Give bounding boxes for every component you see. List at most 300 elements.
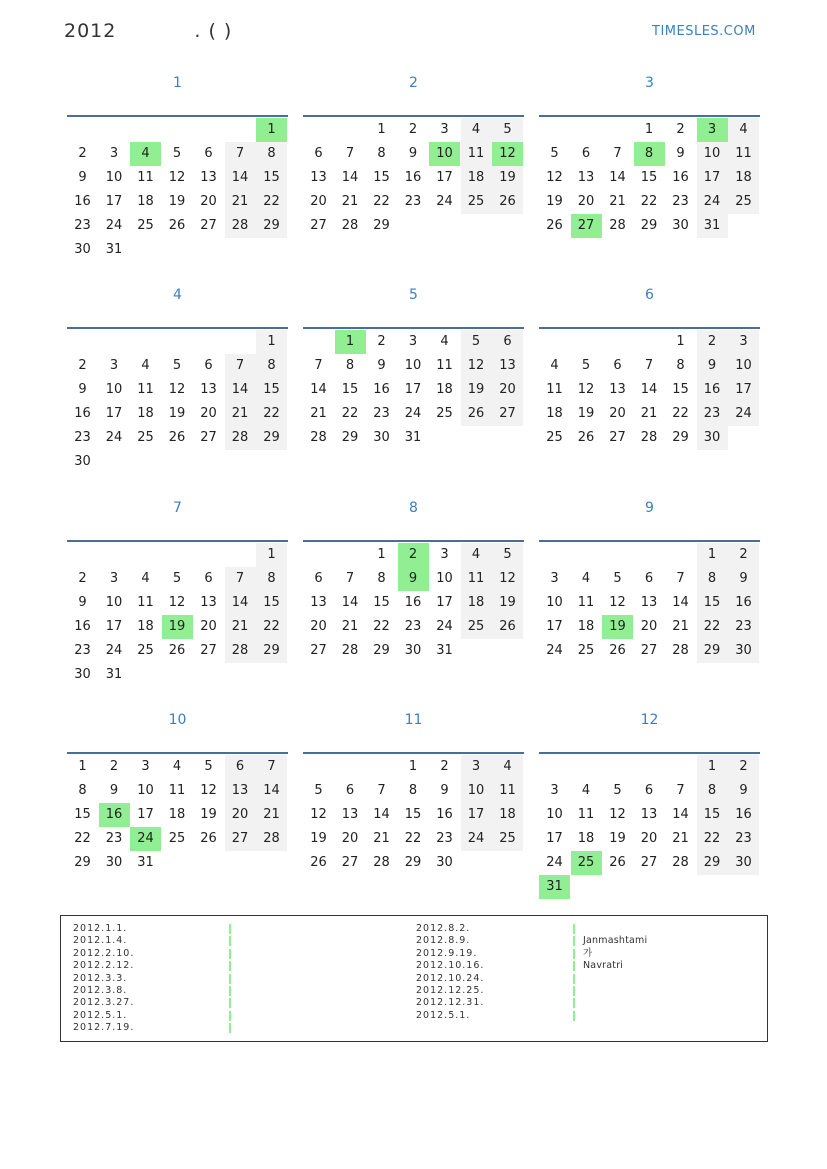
day-cell: 1 xyxy=(78,759,87,774)
holiday-date: 2012.5.1. xyxy=(416,1009,471,1021)
holiday-marker xyxy=(229,1023,231,1033)
day-cell: 3 xyxy=(440,122,449,137)
day-cell: 12 xyxy=(461,354,492,378)
day-cell: 27 xyxy=(492,402,523,426)
day-cell: 28 xyxy=(256,827,287,851)
day-cell: 4 xyxy=(550,358,559,373)
day-cell: 25 xyxy=(546,430,563,445)
day-cell: 22 xyxy=(341,406,359,421)
day-cell: 10 xyxy=(429,142,460,166)
day-cell: 2 xyxy=(728,755,759,779)
day-cell: 28 xyxy=(672,643,689,658)
day-cell: 31 xyxy=(697,214,728,238)
holiday-marker xyxy=(573,936,575,946)
day-cell: 14 xyxy=(310,382,327,397)
day-cell: 8 xyxy=(377,146,386,161)
day-cell: 20 xyxy=(225,803,256,827)
day-cell: 11 xyxy=(436,358,453,373)
day-cell: 4 xyxy=(461,118,492,142)
day-cell: 10 xyxy=(728,354,759,378)
day-cell: 11 xyxy=(168,783,186,798)
day-cell: 20 xyxy=(492,378,523,402)
day-cell: 24 xyxy=(436,619,453,634)
day-cell: 30 xyxy=(373,430,390,445)
day-cell: 18 xyxy=(436,382,453,397)
day-cell: 19 xyxy=(162,615,193,639)
day-cell: 25 xyxy=(461,190,492,214)
month-name: 11 xyxy=(404,712,423,728)
day-cell: 11 xyxy=(546,382,563,397)
holiday-marker xyxy=(229,998,231,1008)
day-cell: 30 xyxy=(74,667,91,682)
holiday-date: 2012.8.9. xyxy=(416,935,471,947)
day-cell: 27 xyxy=(640,643,658,658)
day-cell: 7 xyxy=(345,571,355,586)
day-cell: 15 xyxy=(373,595,390,610)
day-cell: 22 xyxy=(697,827,728,851)
day-cell: 24 xyxy=(105,643,123,658)
day-cell: 31 xyxy=(105,242,123,257)
day-cell: 12 xyxy=(310,807,327,822)
day-cell: 2 xyxy=(408,122,418,137)
day-cell: 1 xyxy=(408,759,418,774)
day-cell: 13 xyxy=(492,354,523,378)
brand-link[interactable]: TIMESLES.COM xyxy=(652,24,756,39)
day-cell: 3 xyxy=(141,759,150,774)
holiday-marker xyxy=(573,949,575,959)
day-cell: 16 xyxy=(404,595,422,610)
day-cell: 27 xyxy=(310,643,327,658)
day-cell: 16 xyxy=(728,803,759,827)
day-cell: 28 xyxy=(373,855,390,870)
day-cell: 13 xyxy=(200,170,217,185)
day-cell: 22 xyxy=(256,615,287,639)
day-cell: 26 xyxy=(492,615,523,639)
day-cell: 19 xyxy=(602,615,633,639)
month-divider xyxy=(67,115,288,117)
day-cell: 15 xyxy=(404,807,422,822)
day-cell: 4 xyxy=(492,755,523,779)
day-cell: 17 xyxy=(105,619,123,634)
day-cell: 25 xyxy=(137,430,154,445)
day-cell: 31 xyxy=(105,667,123,682)
day-cell: 23 xyxy=(728,615,759,639)
day-cell: 25 xyxy=(492,827,523,851)
day-cell: 12 xyxy=(168,382,186,397)
day-cell: 13 xyxy=(200,382,217,397)
day-cell: 8 xyxy=(256,567,287,591)
day-cell: 24 xyxy=(105,218,123,233)
day-cell: 11 xyxy=(461,567,492,591)
month-divider xyxy=(67,327,288,329)
day-cell: 8 xyxy=(697,779,728,803)
day-cell: 27 xyxy=(200,218,217,233)
day-cell: 14 xyxy=(672,595,689,610)
day-cell: 10 xyxy=(137,783,154,798)
day-cell: 8 xyxy=(697,567,728,591)
day-cell: 28 xyxy=(225,426,256,450)
day-cell: 23 xyxy=(728,827,759,851)
day-cell: 3 xyxy=(550,783,559,798)
day-cell: 19 xyxy=(310,831,327,846)
day-cell: 28 xyxy=(640,430,658,445)
day-cell: 20 xyxy=(200,194,217,209)
day-cell: 11 xyxy=(461,142,492,166)
day-cell: 24 xyxy=(105,430,123,445)
day-cell: 13 xyxy=(609,382,626,397)
holiday-date: 2012.1.1. xyxy=(73,923,128,934)
day-cell: 18 xyxy=(577,619,595,634)
day-cell: 21 xyxy=(225,190,256,214)
holiday-marker xyxy=(573,961,575,971)
day-cell: 17 xyxy=(105,194,123,209)
day-cell: 26 xyxy=(492,190,523,214)
subtitle-label: . ( ) xyxy=(194,20,233,42)
day-cell: 22 xyxy=(74,831,91,846)
day-cell: 21 xyxy=(225,402,256,426)
day-cell: 4 xyxy=(461,543,492,567)
day-cell: 20 xyxy=(341,831,359,846)
day-cell: 23 xyxy=(404,619,422,634)
day-cell: 12 xyxy=(200,783,217,798)
day-cell: 19 xyxy=(546,194,563,209)
day-cell: 16 xyxy=(74,194,91,209)
day-cell: 21 xyxy=(672,619,689,634)
day-cell: 8 xyxy=(676,358,685,373)
day-cell: 16 xyxy=(728,591,759,615)
day-cell: 25 xyxy=(577,643,595,658)
month-divider xyxy=(303,540,524,542)
day-cell: 8 xyxy=(256,142,287,166)
day-cell: 4 xyxy=(141,358,150,373)
day-cell: 25 xyxy=(728,190,759,214)
day-cell: 1 xyxy=(644,122,654,137)
day-cell: 22 xyxy=(697,615,728,639)
day-cell: 19 xyxy=(200,807,217,822)
day-cell: 22 xyxy=(373,619,390,634)
month-divider xyxy=(303,115,524,117)
holiday-marker xyxy=(573,998,575,1008)
day-cell: 17 xyxy=(436,170,453,185)
day-cell: 17 xyxy=(546,831,563,846)
day-cell: 12 xyxy=(577,382,595,397)
month-name: 9 xyxy=(645,500,654,516)
day-cell: 25 xyxy=(137,643,154,658)
day-cell: 3 xyxy=(461,755,492,779)
month-name: 2 xyxy=(409,75,418,91)
day-cell: 19 xyxy=(492,591,523,615)
day-cell: 9 xyxy=(78,170,87,185)
day-cell: 17 xyxy=(461,803,492,827)
day-cell: 14 xyxy=(225,591,256,615)
day-cell: 23 xyxy=(672,194,689,209)
day-cell: 28 xyxy=(609,218,626,233)
day-cell: 21 xyxy=(256,803,287,827)
day-cell: 1 xyxy=(256,118,287,142)
day-cell: 5 xyxy=(550,146,559,161)
day-cell: 22 xyxy=(256,402,287,426)
day-cell: 14 xyxy=(341,595,359,610)
day-cell: 28 xyxy=(341,643,359,658)
day-cell: 24 xyxy=(728,402,759,426)
day-cell: 21 xyxy=(341,194,359,209)
day-cell: 18 xyxy=(577,831,595,846)
day-cell: 6 xyxy=(644,571,654,586)
day-cell: 9 xyxy=(697,354,728,378)
day-cell: 11 xyxy=(492,779,523,803)
day-cell: 28 xyxy=(225,639,256,663)
day-cell: 2 xyxy=(697,330,728,354)
day-cell: 5 xyxy=(492,543,523,567)
day-cell: 30 xyxy=(697,426,728,450)
day-cell: 9 xyxy=(408,146,418,161)
day-cell: 31 xyxy=(539,875,570,899)
day-cell: 1 xyxy=(256,543,287,567)
day-cell: 24 xyxy=(697,190,728,214)
day-cell: 14 xyxy=(640,382,658,397)
day-cell: 4 xyxy=(581,783,591,798)
month-divider xyxy=(67,540,288,542)
day-cell: 10 xyxy=(461,779,492,803)
day-cell: 2 xyxy=(109,759,119,774)
day-cell: 10 xyxy=(105,382,123,397)
day-cell: 14 xyxy=(225,166,256,190)
day-cell: 12 xyxy=(492,142,523,166)
day-cell: 31 xyxy=(404,430,422,445)
day-cell: 13 xyxy=(341,807,359,822)
month-divider xyxy=(539,115,760,117)
day-cell: 24 xyxy=(130,827,161,851)
day-cell: 4 xyxy=(141,571,150,586)
day-cell: 21 xyxy=(310,406,327,421)
holiday-date: 2012.12.25. xyxy=(416,985,485,996)
day-cell: 22 xyxy=(672,406,689,421)
holiday-marker xyxy=(229,936,231,946)
day-cell: 3 xyxy=(550,571,559,586)
day-cell: 14 xyxy=(341,170,359,185)
day-cell: 5 xyxy=(172,146,182,161)
day-cell: 26 xyxy=(310,855,327,870)
day-cell: 16 xyxy=(373,382,390,397)
day-cell: 23 xyxy=(697,402,728,426)
month-name: 4 xyxy=(173,287,182,303)
holiday-date: 2012.3.8. xyxy=(73,985,128,996)
day-cell: 10 xyxy=(404,358,422,373)
day-cell: 6 xyxy=(204,358,213,373)
day-cell: 7 xyxy=(676,783,685,798)
day-cell: 30 xyxy=(728,851,759,875)
day-cell: 7 xyxy=(314,358,323,373)
day-cell: 28 xyxy=(310,430,327,445)
day-cell: 29 xyxy=(341,430,359,445)
day-cell: 21 xyxy=(609,194,626,209)
day-cell: 27 xyxy=(200,643,217,658)
day-cell: 6 xyxy=(314,571,323,586)
day-cell: 30 xyxy=(74,242,91,257)
day-cell: 5 xyxy=(314,783,323,798)
day-cell: 9 xyxy=(728,779,759,803)
year-label: 2012 xyxy=(64,20,117,42)
day-cell: 26 xyxy=(168,430,186,445)
day-cell: 27 xyxy=(571,214,602,238)
day-cell: 30 xyxy=(105,855,123,870)
holiday-marker xyxy=(229,961,231,971)
day-cell: 26 xyxy=(461,402,492,426)
day-cell: 2 xyxy=(377,334,386,349)
day-cell: 2 xyxy=(78,146,87,161)
day-cell: 16 xyxy=(74,406,91,421)
day-cell: 7 xyxy=(613,146,622,161)
day-cell: 5 xyxy=(204,759,213,774)
day-cell: 22 xyxy=(256,190,287,214)
day-cell: 27 xyxy=(200,430,217,445)
day-cell: 29 xyxy=(74,855,91,870)
day-cell: 8 xyxy=(634,142,665,166)
day-cell: 5 xyxy=(492,118,523,142)
day-cell: 30 xyxy=(728,639,759,663)
day-cell: 27 xyxy=(225,827,256,851)
day-cell: 28 xyxy=(341,218,359,233)
holiday-marker xyxy=(573,974,575,984)
day-cell: 17 xyxy=(404,382,422,397)
day-cell: 16 xyxy=(672,170,689,185)
day-cell: 4 xyxy=(728,118,759,142)
day-cell: 15 xyxy=(256,166,287,190)
day-cell: 16 xyxy=(74,619,91,634)
day-cell: 2 xyxy=(398,543,429,567)
day-cell: 30 xyxy=(672,218,689,233)
day-cell: 30 xyxy=(436,855,453,870)
day-cell: 22 xyxy=(373,194,390,209)
day-cell: 10 xyxy=(546,807,563,822)
day-cell: 24 xyxy=(404,406,422,421)
day-cell: 3 xyxy=(109,571,119,586)
month-divider xyxy=(303,327,524,329)
day-cell: 17 xyxy=(105,406,123,421)
day-cell: 17 xyxy=(436,595,453,610)
day-cell: 15 xyxy=(697,803,728,827)
day-cell: 14 xyxy=(609,170,626,185)
day-cell: 5 xyxy=(461,330,492,354)
day-cell: 2 xyxy=(78,571,87,586)
day-cell: 14 xyxy=(225,378,256,402)
day-cell: 18 xyxy=(168,807,186,822)
day-cell: 5 xyxy=(613,571,622,586)
day-cell: 13 xyxy=(200,595,217,610)
day-cell: 5 xyxy=(613,783,622,798)
month-name: 10 xyxy=(168,712,187,728)
holiday-date: 2012.10.16. xyxy=(416,960,485,972)
day-cell: 21 xyxy=(341,619,359,634)
day-cell: 23 xyxy=(74,643,91,658)
day-cell: 5 xyxy=(581,358,591,373)
day-cell: 3 xyxy=(697,118,728,142)
day-cell: 15 xyxy=(640,170,658,185)
day-cell: 25 xyxy=(461,615,492,639)
day-cell: 13 xyxy=(640,595,658,610)
day-cell: 5 xyxy=(172,571,182,586)
day-cell: 6 xyxy=(613,358,622,373)
holiday-date: 2012.3.3. xyxy=(73,972,128,984)
day-cell: 27 xyxy=(341,855,359,870)
day-cell: 21 xyxy=(225,615,256,639)
day-cell: 6 xyxy=(581,146,591,161)
day-cell: 25 xyxy=(436,406,453,421)
day-cell: 10 xyxy=(546,595,563,610)
holiday-name: Janmashtami xyxy=(583,935,648,947)
day-cell: 15 xyxy=(341,382,359,397)
day-cell: 1 xyxy=(697,755,728,779)
holiday-list xyxy=(60,915,768,1042)
day-cell: 3 xyxy=(109,146,119,161)
day-cell: 29 xyxy=(256,214,287,238)
day-cell: 15 xyxy=(256,591,287,615)
day-cell: 19 xyxy=(492,166,523,190)
day-cell: 27 xyxy=(310,218,327,233)
day-cell: 12 xyxy=(168,170,186,185)
day-cell: 29 xyxy=(404,855,422,870)
day-cell: 7 xyxy=(225,142,256,166)
day-cell: 10 xyxy=(436,571,453,586)
day-cell: 11 xyxy=(137,170,154,185)
day-cell: 29 xyxy=(373,218,390,233)
day-cell: 26 xyxy=(577,430,595,445)
day-cell: 7 xyxy=(225,567,256,591)
day-cell: 15 xyxy=(74,807,91,822)
day-cell: 8 xyxy=(78,783,87,798)
holiday-marker xyxy=(573,924,575,934)
holiday-name: Navratri xyxy=(583,960,624,972)
holiday-marker xyxy=(229,1011,231,1021)
day-cell: 7 xyxy=(676,571,685,586)
day-cell: 19 xyxy=(609,831,626,846)
month-name: 5 xyxy=(409,287,418,303)
day-cell: 15 xyxy=(373,170,390,185)
day-cell: 20 xyxy=(200,619,217,634)
day-cell: 26 xyxy=(546,218,563,233)
day-cell: 21 xyxy=(640,406,658,421)
day-cell: 28 xyxy=(672,855,689,870)
day-cell: 18 xyxy=(728,166,759,190)
day-cell: 9 xyxy=(377,358,386,373)
day-cell: 23 xyxy=(105,831,123,846)
day-cell: 13 xyxy=(640,807,658,822)
day-cell: 23 xyxy=(74,218,91,233)
holiday-marker xyxy=(229,974,231,984)
day-cell: 3 xyxy=(728,330,759,354)
day-cell: 9 xyxy=(109,783,119,798)
day-cell: 10 xyxy=(697,142,728,166)
day-cell: 11 xyxy=(577,595,595,610)
day-cell: 23 xyxy=(404,194,422,209)
month-name: 6 xyxy=(645,287,654,303)
holiday-marker xyxy=(573,986,575,996)
day-cell: 12 xyxy=(492,567,523,591)
day-cell: 1 xyxy=(256,330,287,354)
day-cell: 2 xyxy=(728,543,759,567)
day-cell: 20 xyxy=(200,406,217,421)
day-cell: 27 xyxy=(640,855,658,870)
day-cell: 7 xyxy=(225,354,256,378)
month-name: 12 xyxy=(640,712,659,728)
day-cell: 15 xyxy=(256,378,287,402)
month-name: 3 xyxy=(645,75,654,91)
day-cell: 20 xyxy=(310,194,327,209)
day-cell: 12 xyxy=(546,170,563,185)
day-cell: 18 xyxy=(461,591,492,615)
day-cell: 6 xyxy=(204,571,213,586)
day-cell: 22 xyxy=(640,194,658,209)
